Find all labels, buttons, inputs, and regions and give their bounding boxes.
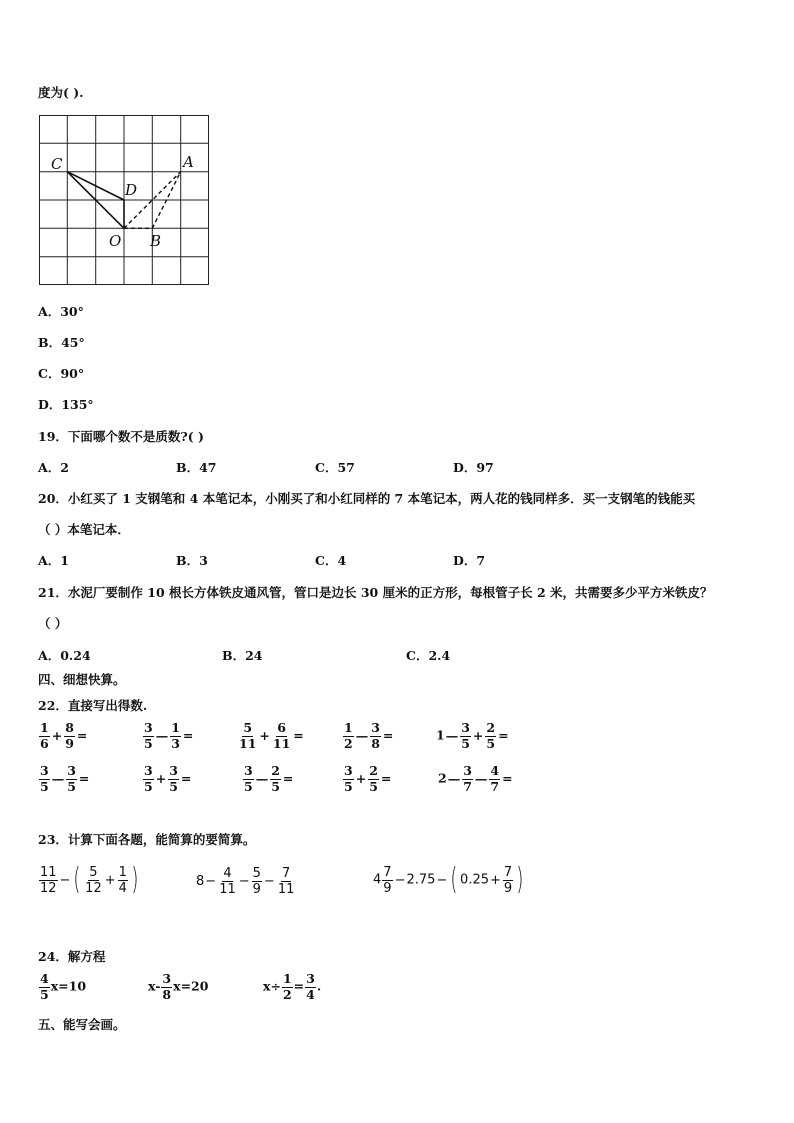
question-fragment: 度为( ). bbox=[38, 85, 84, 100]
label-b: B bbox=[150, 232, 162, 250]
q20-option-c: C．4 bbox=[315, 553, 347, 568]
q21-option-c: C．2.4 bbox=[406, 648, 451, 663]
q19-option-d: D．97 bbox=[453, 460, 494, 475]
q19-option-b: B．47 bbox=[176, 460, 217, 475]
grid-diagram bbox=[39, 115, 209, 285]
q21-line1: 21．水泥厂要制作 10 根长方体铁皮通风管，管口是边长 30 厘米的正方形，每根管子长 2 米，共需要多少平方米铁皮？ bbox=[38, 585, 713, 600]
q24-eq-1: $\frac{4}{5}$ x=10 bbox=[40, 971, 87, 1002]
label-d: D bbox=[125, 181, 138, 199]
q22-expr-2: $\frac{3}{5}$ — $\frac{1}{3}$ = bbox=[144, 720, 194, 751]
q24-title: 24．解方程 bbox=[38, 949, 106, 964]
label-o: O bbox=[109, 232, 122, 250]
q22-expr-1: $\frac{1}{6}$ + $\frac{8}{9}$ = bbox=[40, 720, 88, 751]
q22-expr-8: $\frac{3}{5}$ — $\frac{2}{5}$ = bbox=[244, 763, 294, 794]
q22-expr-9: $\frac{3}{5}$ + $\frac{2}{5}$ = bbox=[344, 763, 392, 794]
q24-eq-3: x÷ $\frac{1}{2}$ = $\frac{3}{4}$ . bbox=[263, 971, 322, 1002]
q19-text: 19．下面哪个数不是质数?( ) bbox=[38, 429, 204, 444]
section-4-heading: 四、细想快算。 bbox=[38, 672, 126, 687]
q18-option-b: B．45° bbox=[38, 335, 85, 350]
q19-option-a: A．2 bbox=[38, 460, 69, 475]
q20-line2: （ ）本笔记本． bbox=[38, 522, 130, 537]
q21-line2: （ ） bbox=[38, 616, 68, 631]
q20-option-d: D．7 bbox=[453, 553, 486, 568]
q22-expr-4: $\frac{1}{2}$ — $\frac{3}{8}$ = bbox=[344, 720, 394, 751]
q20-option-a: A．1 bbox=[38, 553, 69, 568]
q24-eq-2: x- $\frac{3}{8}$ x=20 bbox=[148, 971, 209, 1002]
q21-option-a: A．0.24 bbox=[38, 648, 91, 663]
section-5-heading: 五、能写会画。 bbox=[38, 1017, 126, 1032]
q22-expr-10: 2— $\frac{3}{7}$ — $\frac{4}{7}$ = bbox=[438, 763, 513, 794]
label-c: C bbox=[51, 155, 63, 173]
q20-option-b: B．3 bbox=[176, 553, 208, 568]
q23-expr-2: 8− $\frac{4}{11}$ − $\frac{5}{9}$ − $\frac{7}{11}$ bbox=[196, 866, 295, 897]
label-a: A bbox=[183, 153, 194, 171]
q22-expr-7: $\frac{3}{5}$ + $\frac{3}{5}$ = bbox=[144, 763, 192, 794]
q21-option-b: B．24 bbox=[222, 648, 263, 663]
q23-expr-1: $\frac{11}{12}$ − ( $\frac{5}{12}$ + $\frac{1}{4}$ ) bbox=[40, 862, 139, 897]
q22-expr-6: $\frac{3}{5}$ — $\frac{3}{5}$ = bbox=[40, 763, 90, 794]
q18-option-a: A．30° bbox=[38, 304, 84, 319]
q18-option-c: C．90° bbox=[38, 366, 85, 381]
q23-title: 23．计算下面各题，能简算的要简算。 bbox=[38, 832, 256, 847]
q22-expr-5: 1— $\frac{3}{5}$ + $\frac{2}{5}$ = bbox=[436, 720, 509, 751]
q19-option-c: C．57 bbox=[315, 460, 355, 475]
q23-expr-3: 4 $\frac{7}{9}$ −2.75− ( 0.25+ $\frac{7}{9}$ ) bbox=[373, 862, 524, 897]
q22-title: 22．直接写出得数. bbox=[38, 698, 148, 713]
q20-line1: 20．小红买了 1 支钢笔和 4 本笔记本，小刚买了和小红同样的 7 本笔记本，两人花的钱同样多．买一支钢笔的钱能买 bbox=[38, 491, 696, 506]
q18-option-d: D．135° bbox=[38, 397, 94, 412]
q22-expr-3: $\frac{5}{11}$ + $\frac{6}{11}$ = bbox=[239, 720, 304, 751]
geometry-figure bbox=[39, 115, 209, 285]
